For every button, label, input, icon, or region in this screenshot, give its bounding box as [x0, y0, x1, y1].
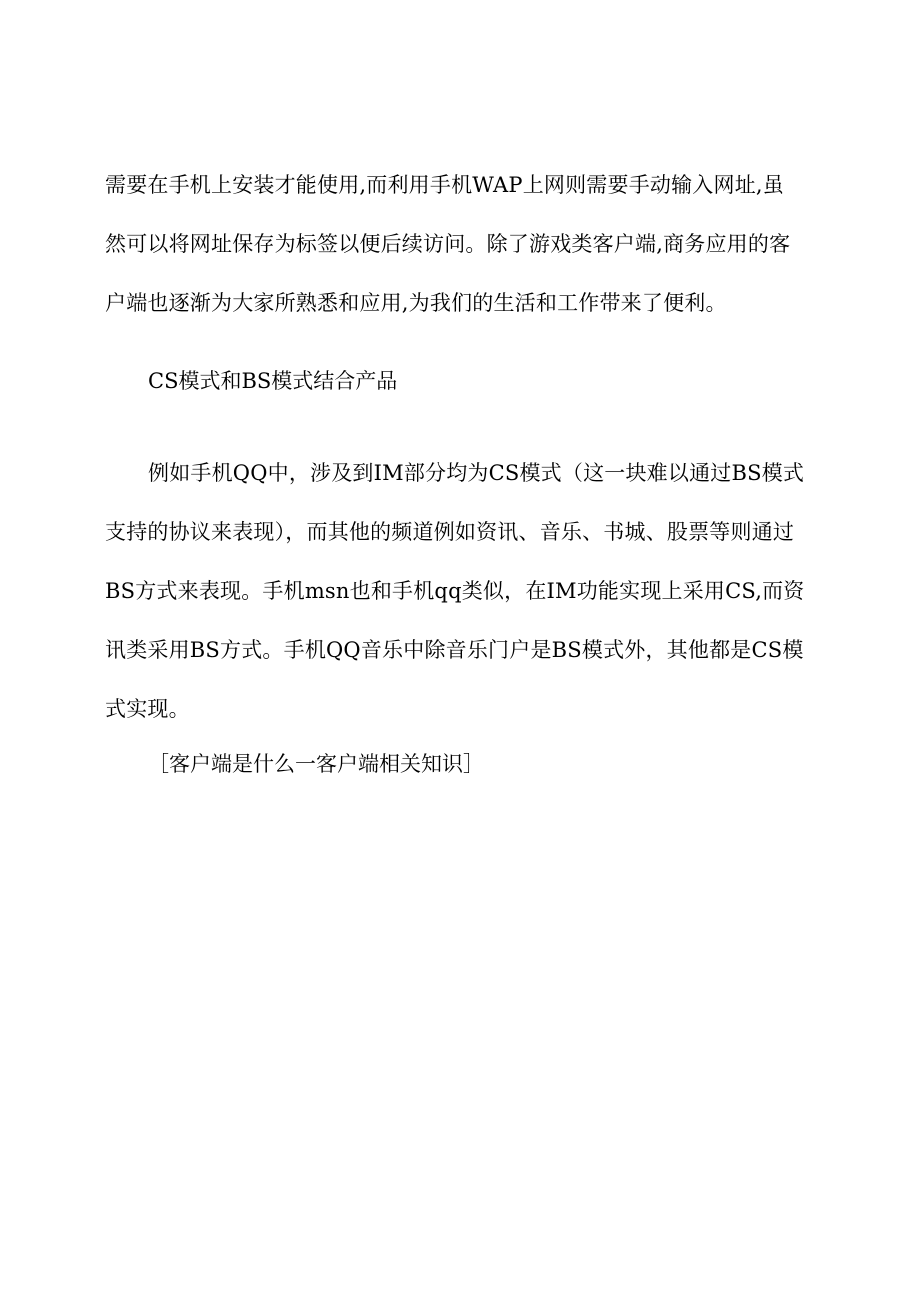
body-paragraph: 例如手机QQ中，涉及到IM部分均为CS模式（这一块难以通过BS模式支持的协议来表现），而其他的频道例如资讯、音乐、书城、股票等则通过BS方式来表现。手机msn也和手机qq类似，在IM功能实现上采用CS,而资讯类采用BS方式。手机QQ音乐中除音乐门户是BS模式外，其他都是CS模式实现。: [105, 461, 805, 721]
section-heading: CS模式和BS模式结合产品: [148, 369, 398, 393]
related-article-link[interactable]: ［客户端是什么一客户端相关知识］: [148, 752, 484, 776]
body-paragraph: 需要在手机上安装才能使用,而利用手机WAP上网则需要手动输入网址,虽然可以将网址保存为标签以便后续访问。除了游戏类客户端,商务应用的客户端也逐渐为大家所熟悉和应用,为我们的生活和工作带来了便利。: [105, 173, 791, 315]
